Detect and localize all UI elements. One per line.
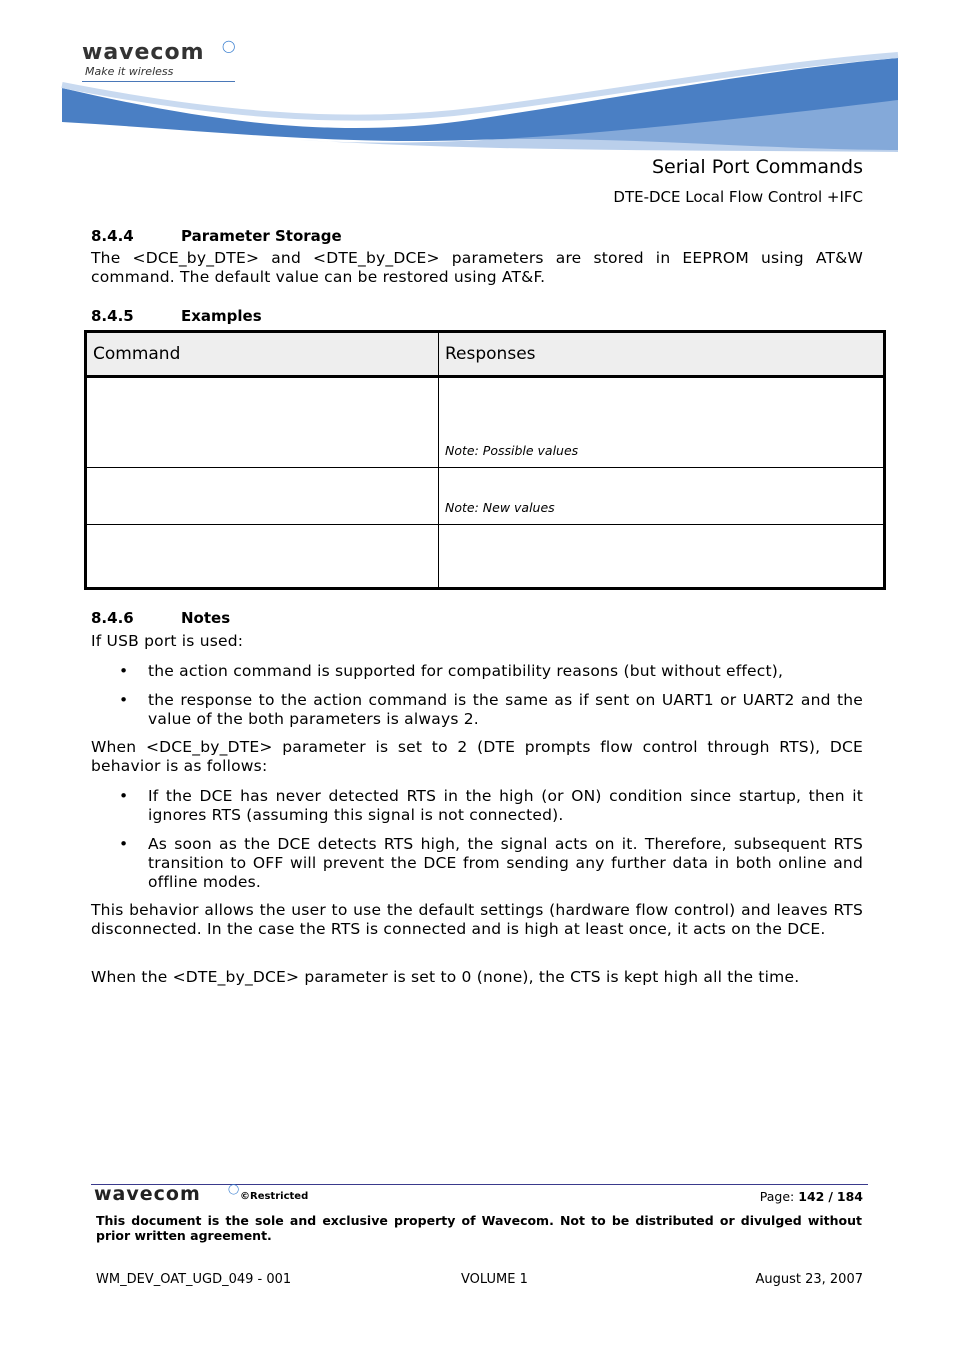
restricted-label: ©Restricted xyxy=(240,1191,309,1202)
document-id: WM_DEV_OAT_UGD_049 - 001 xyxy=(96,1272,292,1287)
usb-bullet-list xyxy=(91,662,863,729)
response-note: Note: Possible values xyxy=(445,443,579,458)
page-current: 142 xyxy=(798,1189,825,1204)
header-wave-graphic xyxy=(0,0,954,160)
logo-underline xyxy=(82,81,235,82)
table-row xyxy=(86,377,885,468)
page-label: Page: xyxy=(759,1189,795,1204)
list-item: • If the DCE has never detected RTS in the high (or ON) condition since startup, then it ignores RTS (assuming this signal is not connected). xyxy=(91,787,863,825)
page-separator: / xyxy=(828,1189,833,1204)
command-cell xyxy=(86,525,439,589)
heading-text: Notes xyxy=(181,609,231,627)
response-cell xyxy=(439,525,885,589)
list-item: • the action command is supported for compatibility reasons (but without effect), xyxy=(91,662,863,681)
heading-number: 8.4.4 xyxy=(91,227,134,245)
heading-number: 8.4.6 xyxy=(91,609,134,627)
chapter-title: Serial Port Commands xyxy=(651,156,863,178)
logo-tagline: Make it wireless xyxy=(85,65,174,78)
confidentiality-notice: This document is the sole and exclusive property of Wavecom. Not to be distributed or divulged without prior written agreement. xyxy=(96,1213,862,1243)
logo-swirl-icon: ◯ xyxy=(222,39,236,53)
heading-examples xyxy=(91,307,262,325)
command-cell xyxy=(86,468,439,525)
command-cell xyxy=(86,377,439,468)
heading-notes xyxy=(91,609,230,627)
heading-text: Examples xyxy=(181,307,262,325)
examples-table xyxy=(84,330,886,590)
storage-paragraph: The <DCE_by_DTE> and <DTE_by_DCE> parameters are stored in EEPROM using AT&W command. The default value can be restored using AT&F. xyxy=(91,249,863,286)
col-header-responses: Responses xyxy=(439,332,885,377)
heading-text: Parameter Storage xyxy=(181,227,342,245)
table-row xyxy=(86,468,885,525)
heading-number: 8.4.5 xyxy=(91,307,134,325)
dce-bullet-list xyxy=(91,787,863,892)
response-cell xyxy=(439,377,885,468)
list-item: • As soon as the DCE detects RTS high, the signal acts on it. Therefore, subsequent RTS transition to OFF will prevent the DCE from sending any further data in both online and offline modes. xyxy=(91,835,863,892)
volume-label: VOLUME 1 xyxy=(461,1272,528,1287)
wavecom-logo: wavecom xyxy=(82,40,205,65)
page-number xyxy=(760,1189,863,1204)
dce-intro-paragraph: When <DCE_by_DTE> parameter is set to 2 (DTE prompts flow control through RTS), DCE behavior is as follows: xyxy=(91,738,863,775)
page-total: 184 xyxy=(836,1189,863,1204)
response-cell xyxy=(439,468,885,525)
footer-rule xyxy=(91,1184,868,1185)
footer-wavecom-logo: wavecom xyxy=(94,1183,201,1205)
table-header-row xyxy=(86,332,885,377)
heading-parameter-storage xyxy=(91,227,342,245)
table-row xyxy=(86,525,885,589)
section-subtitle: DTE-DCE Local Flow Control +IFC xyxy=(613,188,863,206)
col-header-command: Command xyxy=(86,332,439,377)
response-note: Note: New values xyxy=(445,500,555,515)
cts-paragraph: When the <DTE_by_DCE> parameter is set to 0 (none), the CTS is kept high all the time. xyxy=(91,968,800,986)
behavior-paragraph: This behavior allows the user to use the default settings (hardware flow control) and leaves RTS disconnected. In the case the RTS is connected and is high at least once, it acts on the DCE. xyxy=(91,901,863,938)
footer-logo-swirl-icon: ◯ xyxy=(228,1184,240,1195)
list-item: • the response to the action command is the same as if sent on UART1 or UART2 and the value of the both parameters is always 2. xyxy=(91,691,863,729)
notes-intro: If USB port is used: xyxy=(91,632,244,650)
document-date: August 23, 2007 xyxy=(755,1272,863,1287)
